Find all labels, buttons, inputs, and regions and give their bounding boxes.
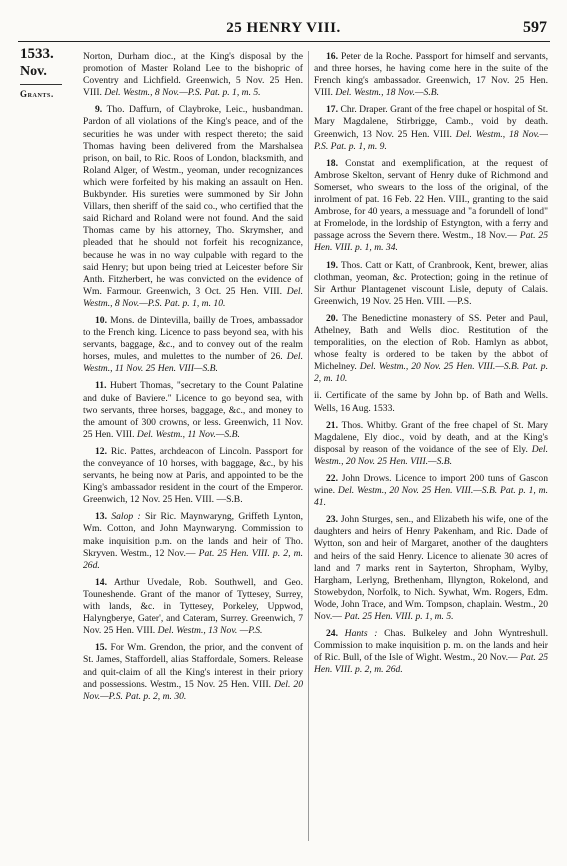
entry-text: John Drows. Licence to import 200 tuns of Gascon wine. bbox=[314, 473, 548, 497]
entry-number: 18. bbox=[326, 157, 338, 169]
entry-reference: Del. Westm., 13 Nov. —P.S. bbox=[157, 625, 263, 637]
entry bbox=[314, 514, 548, 623]
margin-notes bbox=[20, 46, 62, 99]
entry-number: 16. bbox=[326, 51, 338, 62]
entry-text: Arthur Uvedale, Rob. Southwell, and Geo. Touneshende. Grant of the manor of Tyttesey, Surrey, with lands, &c. in Tyttesey, Porkeley, Uppwod, Halyngberye, Gater', and Cateram, Surrey. Greenwich, 7 Nov. 25 Hen. VIII. bbox=[83, 576, 303, 637]
entry-reference: Del. Westm., 11 Nov. 25 Hen. VIII—S.B. bbox=[83, 351, 303, 375]
entry-text: The Benedictine monastery of SS. Peter and Paul, Athelney, Bath and Wells dioc. Restitution of the temporalities, on the election of Rob. Hamlyn as abbot, whose fealty is ordered to be taken by the abbot of Michelney. bbox=[314, 312, 548, 373]
entry-text: ii. Certificate of the same by John bp. of Bath and Wells. Wells, 16 Aug. 1533. bbox=[314, 390, 548, 414]
entry bbox=[314, 260, 548, 308]
entry bbox=[83, 51, 303, 99]
entry bbox=[314, 473, 548, 509]
entry bbox=[83, 511, 303, 571]
entry bbox=[314, 313, 548, 386]
entry-county: Hants : bbox=[344, 628, 378, 640]
entry-text: Cᴏnstat and exemplification, at the request of Ambrose Skelton, servant of Henry duke of Richmond and Somerset, who swears to the loss of the original, of the inrolment of pat. 16 Feb. 22 Hen. VIII., granting to the said Ambrose, for 40 years, a messuage and "a forundell of lond" at Fromelode, in the lordship of Estyngton, with a ferry and passage across the Severn there. Westm., 18 Nov.— bbox=[314, 157, 548, 242]
entry-number: 12. bbox=[95, 445, 107, 457]
entry-number: 22. bbox=[326, 473, 338, 484]
entry-number: 15. bbox=[95, 642, 107, 654]
entry bbox=[314, 390, 548, 414]
entry-reference: Del. 20 Nov.—P.S. Pat. p. 2, m. 30. bbox=[83, 678, 303, 702]
entry-reference: Del. Westm., 18 Nov.—S.B. bbox=[335, 87, 439, 99]
entry-county: Salop : bbox=[111, 511, 141, 523]
running-title: 25 HENRY VIII. bbox=[226, 20, 341, 36]
entry-text: Chas. Bulkeley and John Wyntreshull. Commission to make inquisition p. m. on the lands and heir of Ric. Bull, of the Isle of Wight. Westm., 20 Nov.— bbox=[314, 628, 548, 664]
entry-reference: Pat. 25 Hen. VIII. p. 1, m. 34. bbox=[314, 230, 548, 254]
entry-reference: Del. Westm., 8 Nov.—P.S. Pat. p. 1, m. 5. bbox=[104, 87, 261, 99]
entry bbox=[314, 104, 548, 152]
entry-text: Thos. Whitby. Grant of the free chapel of St. Mary Magdalene, Ely dioc., void by death, and at the King's disposal by reason of the voidance of the see of Ely. bbox=[314, 419, 548, 455]
header-rule bbox=[18, 41, 550, 42]
entry bbox=[83, 380, 303, 440]
entry-reference: Del. Westm., 20 Nov. 25 Hen. VIII.—S.B. bbox=[314, 443, 548, 467]
entry-text: Thos. Catt or Katt, of Cranbrook, Kent, brewer, alias clothman, yeoman, &c. Protection; going in the retinue of Sir Arthur Plantagenet viscount Lisle, deputy of Calais. Greenwich, 19 Nov. 25 Hen. VIII. —P.S. bbox=[314, 259, 548, 307]
entry-reference: Del. Westm., 20 Nov. 25 Hen. VIII.—S.B. Pat. p. 2, m. 10. bbox=[314, 361, 548, 385]
margin-rule bbox=[20, 84, 62, 85]
entry-number: 23. bbox=[326, 514, 338, 526]
entry-number: 11. bbox=[95, 380, 107, 392]
entry-number: 24. bbox=[326, 628, 338, 640]
entry-text: Hubert Thomas, "secretary to the Count Palatine and duke of Baviere." Licence to go beyond sea, with two servants, three horses, baggage, &c., and money to the amount of 300 crowns, or less. Greenwich, 11 Nov. 25 Hen. VIII. bbox=[83, 380, 303, 440]
entry bbox=[314, 51, 548, 99]
entry-reference: Pat. 25 Hen. VIII. p. 2, m. 26d. bbox=[314, 652, 548, 676]
margin-month: Nov. bbox=[20, 64, 47, 79]
entry bbox=[314, 158, 548, 255]
entry-text: Peter de la Roche. Passport for himself and servants, and three horses, he having come here in the suite of the French king's ambassador. Greenwich, 17 Nov. 25 Hen. VIII. bbox=[314, 51, 548, 99]
entry-number: 21. bbox=[326, 419, 338, 431]
column-divider bbox=[308, 51, 309, 841]
entry-reference: Pat. 25 Hen. VIII. p. 2, m. 26d. bbox=[83, 547, 303, 571]
entry-text: Norton, Durham dioc., at the King's disposal by the promotion of Master Roland Lee to the bishopric of Coventry and Lichfield. Greenwich, 5 Nov. 25 Hen. VIII. bbox=[83, 51, 303, 99]
entry bbox=[314, 628, 548, 676]
entry-reference: Del. Westm., 8 Nov.—P.S. Pat. p. 1, m. 10. bbox=[83, 285, 303, 309]
entry-text: Sir Ric. Maynwaryng, Griffeth Lynton, Wm. Cotton, and John Maynwaryng. Commission to make inquisition p.m. on the lands and heir of Tho. Skryven. Westm., 12 Nov.— bbox=[83, 511, 303, 559]
entry bbox=[83, 642, 303, 702]
margin-year: 1533. bbox=[20, 46, 54, 62]
entry-number: 19. bbox=[326, 259, 338, 271]
page-number: 597 bbox=[523, 19, 547, 36]
entry-reference: Pat. 25 Hen. VIII. p. 1, m. 5. bbox=[344, 611, 454, 623]
entry-reference: Del. Westm., 20 Nov. 25 Hen. VIII.—S.B. Pat. p. 1, m. 41. bbox=[314, 485, 548, 509]
entry-text: John Sturges, sen., and Elizabeth his wife, one of the daughters and heirs of Henry Pakenham, and Ric. Dade of Wytton, son and heir of Margaret, another of the daughters and heirs of the said Henry. Licence to alienate 30 acres of land and 7 marks rent in Sayterton, Shropham, Wylby, Hargham, Lerlyng, Brethenham, Illyngton, Rokelond, and Stowebydon, Norfolk, to Nich. Sywhat, Wm. Rogers, Edm. Wode, John Trace, and Wm. Tompson, chaplain. Westm., 20 Nov.— bbox=[314, 514, 548, 623]
entry-text: Mons. de Dintevilla, bailly de Troes, ambassador to the French king. Licence to pass beyond sea, with his servants, baggage, &c., and to convey out of the realm horses, mules, and mulettes to the number of 26. bbox=[83, 314, 303, 363]
entry-number: 20. bbox=[326, 312, 338, 324]
entry bbox=[83, 577, 303, 637]
entry-number: 14. bbox=[95, 576, 107, 588]
entry-number: 17. bbox=[326, 104, 338, 116]
entry bbox=[83, 315, 303, 375]
margin-section: Grants. bbox=[20, 89, 54, 99]
entry-number: 13. bbox=[95, 511, 107, 523]
entry-reference: Del. Westm., 18 Nov.—P.S. Pat. p. 1, m. 9. bbox=[314, 128, 548, 152]
entry-text: Chr. Draper. Grant of the free chapel or hospital of St. Mary Magdalene, Stirbrigge, Camb., void by death. Greenwich, 13 Nov. 25 Hen. VIII. bbox=[314, 104, 548, 140]
entry-text: Tho. Daffurn, of Claybroke, Leic., husbandman. Pardon of all violations of the King's peace, and of the securities he was under with respect thereto; the said Thomas having been delivered from the Marshalsea prison, on bail, to Ric. Roos of London, blacksmith, and Roland Alger, of Westm., yeoman, under recognizances which were forfeited by his making an assault on Hen. Bukbynder. His sureties were summoned by Sir John Villars, then sheriff of the said co., who certified that the said Richard and Roland were not found. And the said Thomas came by his attorney, Tho. Skrymsher, and pleaded that he should not forfeit his recognizance, because he was in no way culpable with regard to the said Henry; but upon being tried at Leicester before Sir Anth. Fitzherbert, he was convicted on the evidence of Wm. Farmour. Greenwich, 3 Oct. 25 Hen. VIII. bbox=[83, 104, 303, 297]
right-column bbox=[314, 51, 548, 851]
entry-text: Ric. Pattes, archdeacon of Lincoln. Passport for the conveyance of 10 horses, with baggage, &c., by his servants, he being now at Paris, and appointed to be the King's ambassador resident in the court of the Emperor. Greenwich, 12 Nov. 25 Hen. VIII. —S.B. bbox=[83, 445, 303, 506]
entry-number: 9. bbox=[95, 104, 103, 116]
left-column bbox=[83, 51, 303, 851]
entry bbox=[83, 446, 303, 506]
entry bbox=[314, 420, 548, 468]
entry bbox=[83, 104, 303, 310]
entry-text: For Wm. Grendon, the prior, and the convent of St. James, Staffordell, alias Staffordale, Somers. Release and quit-claim of all the King's interest in their priory and possessions. Westm., 15 Nov. 25 Hen. VIII. bbox=[83, 642, 303, 690]
entry-reference: Del. Westm., 11 Nov.—S.B. bbox=[136, 428, 240, 440]
entry-number: 10. bbox=[95, 314, 107, 326]
